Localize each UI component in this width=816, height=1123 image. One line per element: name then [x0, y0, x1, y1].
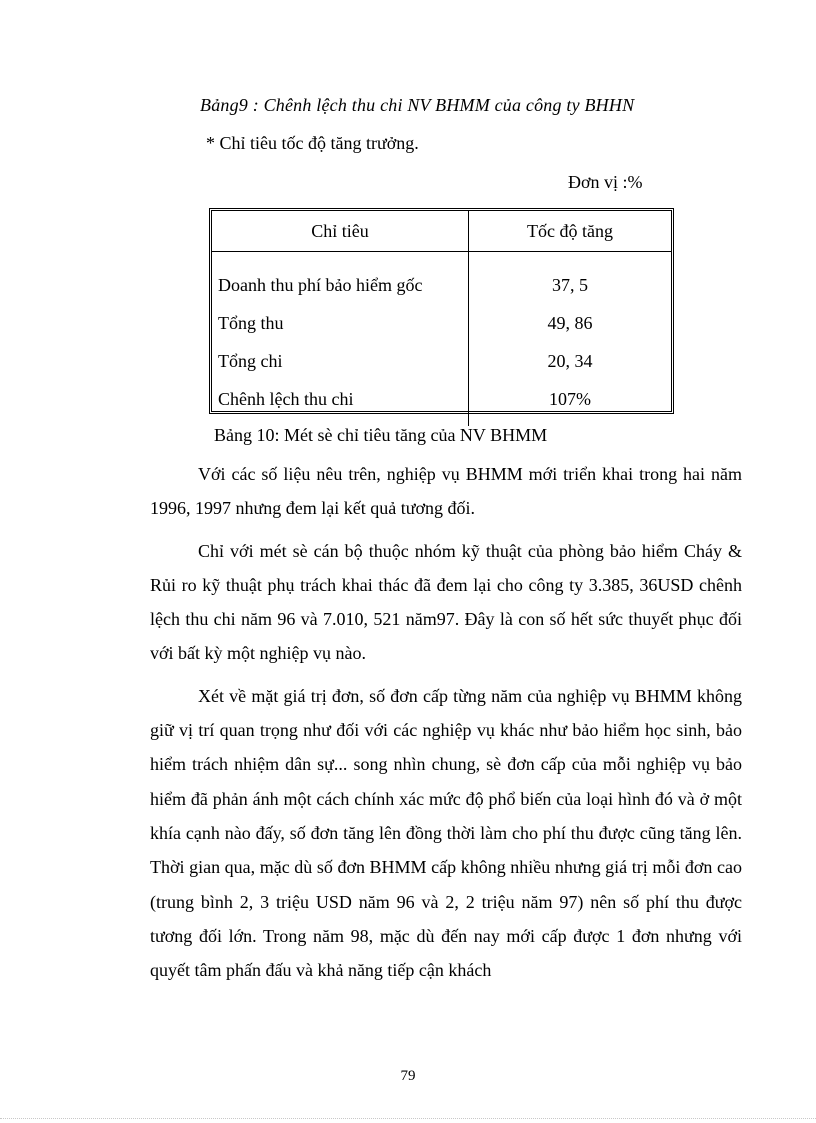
row-value: 49, 86 [547, 312, 593, 333]
paragraph: Với các số liệu nêu trên, nghiệp vụ BHMM mới triển khai trong hai năm 1996, 1997 nhưng đem lại kết quả tương đối. [150, 464, 742, 519]
paragraph: Chỉ với mét sè cán bộ thuộc nhóm kỹ thuật của phòng bảo hiểm Cháy & Rủi ro kỹ thuật phụ trách khai thác đã đem lại cho công ty 3.385, 36USD chênh lệch thu chi năm 96 và 7.010, 521 năm97. Đây là con số hết sức thuyết phục đối với bất kỳ một nghiệp vụ nào. [150, 540, 742, 664]
unit-label: Đơn vị :% [568, 172, 643, 192]
body-text [150, 457, 742, 995]
table-10-caption: Bảng 10: Mét sè chỉ tiêu tăng của NV BHMM [214, 425, 548, 445]
table-header-row [212, 211, 671, 252]
row-label: Tổng thu [212, 304, 469, 342]
row-value: 37, 5 [552, 274, 588, 295]
table-row [212, 304, 671, 342]
subheading: * Chỉ tiêu tốc độ tăng trưởng. [206, 133, 419, 153]
row-label: Doanh thu phí bảo hiểm gốc [212, 252, 469, 305]
page-bottom-border [0, 1118, 816, 1119]
page-number: 79 [400, 1068, 416, 1084]
column-header-indicator: Chỉ tiêu [212, 211, 469, 252]
growth-table [209, 208, 674, 414]
table-row [212, 252, 671, 305]
row-value: 107% [549, 388, 591, 409]
row-label: Chênh lệch thu chi [212, 380, 469, 426]
table-row [212, 342, 671, 380]
row-value: 20, 34 [547, 350, 593, 371]
row-label: Tổng chi [212, 342, 469, 380]
table-row [212, 380, 671, 426]
table-9-caption: Bảng9 : Chênh lệch thu chi NV BHMM của công ty BHHN [200, 95, 635, 115]
column-header-growth-rate: Tốc độ tăng [469, 211, 672, 252]
paragraph: Xét về mặt giá trị đơn, số đơn cấp từng năm của nghiệp vụ BHMM không giữ vị trí quan trọng như đối với các nghiệp vụ khác như bảo hiểm học sinh, bảo hiểm trách nhiệm dân sự... song nhìn chung, sè đơn cấp của mỗi nghiệp vụ bảo hiểm đã phản ánh một cách chính xác mức độ phổ biến của loại hình đó và ở một khía cạnh nào đấy, số đơn tăng lên đồng thời làm cho phí thu được cũng tăng lên. Thời gian qua, mặc dù số đơn BHMM cấp không nhiều nhưng giá trị mỗi đơn cao (trung bình 2, 3 triệu USD năm 96 và 2, 2 triệu năm 97) nên số phí thu được tương đối lớn. Trong năm 98, mặc dù đến nay mới cấp được 1 đơn nhưng với quyết tâm phấn đấu và khả năng tiếp cận khách [150, 685, 742, 981]
